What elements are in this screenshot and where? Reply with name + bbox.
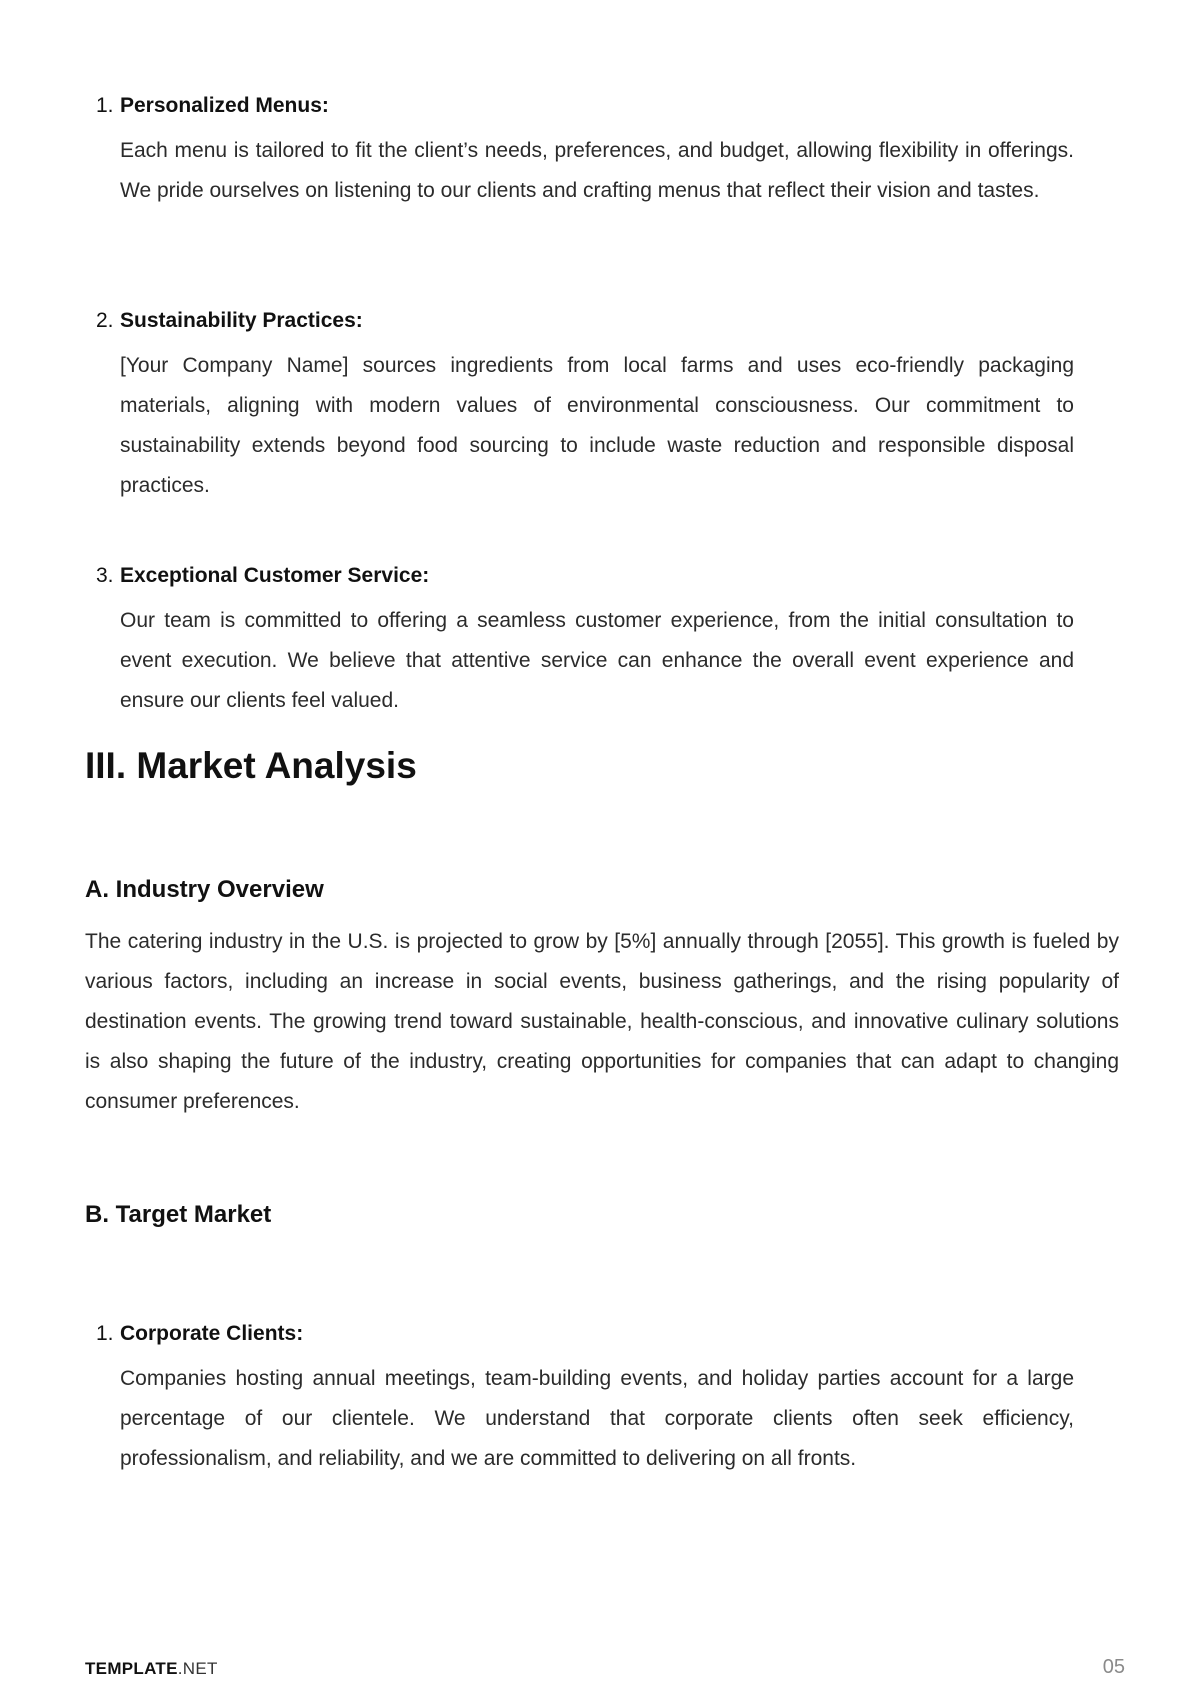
subsection-heading-industry-overview: A. Industry Overview xyxy=(85,876,324,903)
list-item-body: [Your Company Name] sources ingredients from local farms and uses eco-friendly packaging materials, aligning with modern values of environmental consciousness. Our commitment to sustainability extends beyond food sourcing to include waste reduction and responsible disposal practices. xyxy=(120,354,1074,497)
list-item-body: Our team is committed to offering a seamless customer experience, from the initial consultation to event execution. We believe that attentive service can enhance the overall event experience and ensure our clients feel valued. xyxy=(120,609,1074,712)
subsection-heading-target-market: B. Target Market xyxy=(85,1201,272,1228)
list-item-title: Corporate Clients: xyxy=(120,1322,304,1345)
list-item-corporate-clients xyxy=(96,1320,1076,1479)
list-item-body: Companies hosting annual meetings, team-building events, and holiday parties account for a large percentage of our clientele. We understand that corporate clients often seek efficiency, professionalism, and reliability, and we are committed to delivering on all fronts. xyxy=(120,1367,1074,1470)
section-heading-market-analysis: III. Market Analysis xyxy=(85,745,417,786)
list-item-title: Exceptional Customer Service: xyxy=(120,564,430,587)
list-item-personalized-menus xyxy=(96,92,1076,211)
list-item-title: Sustainability Practices: xyxy=(120,309,363,332)
list-item-sustainability-practices xyxy=(96,307,1076,506)
list-item-customer-service xyxy=(96,562,1076,721)
list-item-heading xyxy=(96,307,1076,335)
list-item-heading xyxy=(96,92,1076,120)
brand-name-bold: TEMPLATE xyxy=(85,1659,178,1678)
list-item-body: Each menu is tailored to fit the client’s needs, preferences, and budget, allowing flexibility in offerings. We pride ourselves on listening to our clients and crafting menus that reflect their vision and tastes. xyxy=(120,139,1074,202)
list-item-number: 3. xyxy=(96,564,114,587)
list-item-title: Personalized Menus: xyxy=(120,94,329,117)
list-item-heading xyxy=(96,562,1076,590)
list-item-number: 1. xyxy=(96,94,114,117)
list-item-number: 1. xyxy=(96,1322,114,1345)
industry-overview-paragraph: The catering industry in the U.S. is projected to grow by [5%] annually through [2055]. This growth is fueled by various factors, including an increase in social events, business gatherings, and the rising popularity of destination events. The growing trend toward sustainable, health-conscious, and innovative culinary solutions is also shaping the future of the industry, creating opportunities for companies that can adapt to changing consumer preferences. xyxy=(85,930,1119,1113)
list-item-heading xyxy=(96,1320,1076,1348)
page-number: 05 xyxy=(1102,1656,1125,1678)
list-item-number: 2. xyxy=(96,309,114,332)
brand-name-suffix: .NET xyxy=(177,1659,218,1678)
footer-brand-logo xyxy=(85,1659,218,1679)
